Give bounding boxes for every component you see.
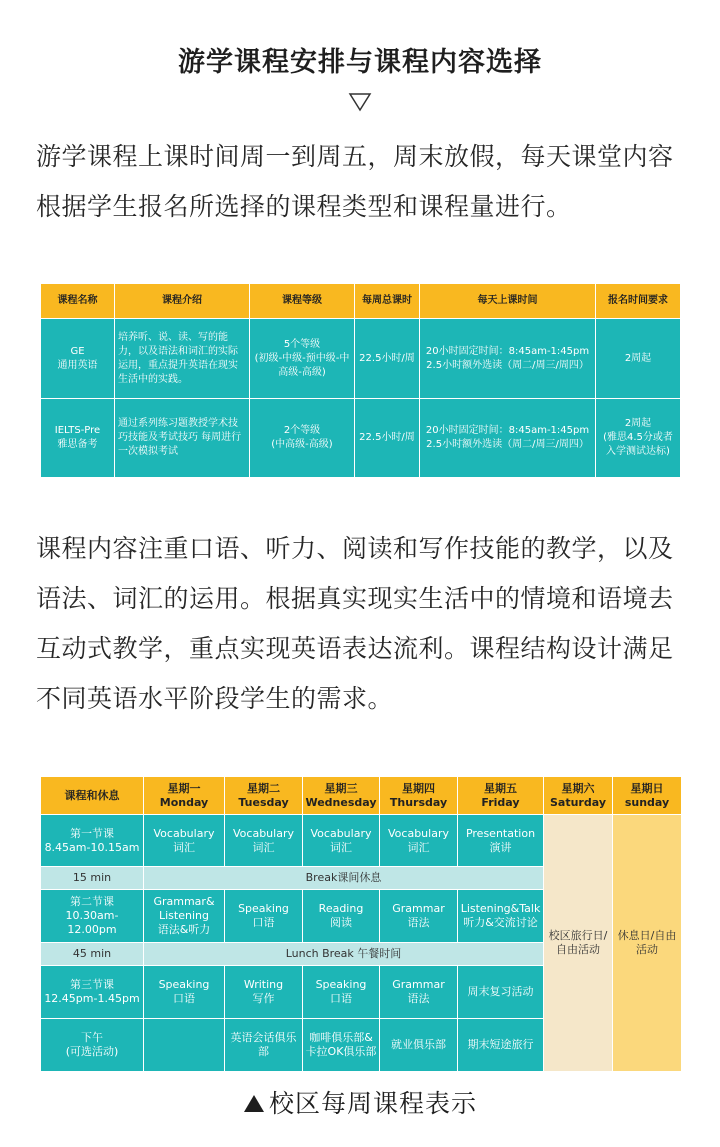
class-cell: 就业俱乐部 [380, 1019, 458, 1072]
class-en: Vocabulary [310, 826, 372, 840]
class-en: Grammar& Listening [153, 895, 215, 922]
class-cell: 英语会话俱乐部 [225, 1019, 303, 1072]
class-en: Presentation [465, 826, 536, 840]
course-time [420, 319, 596, 399]
day-cn: 星期三 [324, 781, 358, 795]
sunday-cell: 休息日/自由活动 [613, 815, 682, 1072]
course-intro: 培养听、说、读、写的能力，以及语法和词汇的实际运用，重点提升英语在现实生活中的实践。 [115, 319, 250, 399]
day-cn: 星期六 [561, 781, 595, 795]
class-cn: 口语 [252, 916, 275, 929]
break-duration: 15 min [41, 867, 144, 890]
course-table-header [41, 284, 681, 319]
period-label [41, 1019, 144, 1072]
course-hours: 22.5小时/周 [355, 319, 420, 399]
level-count: 5个等级 [283, 338, 321, 350]
header-cell: 每天上课时间 [420, 284, 596, 319]
class-cn: 词汇 [173, 840, 195, 854]
class-cn: 写作 [252, 992, 275, 1005]
header-cell: 每周总课时 [355, 284, 420, 319]
saturday-cell: 校区旅行日/自由活动 [544, 815, 613, 1072]
class-cell [380, 966, 458, 1019]
class-cell [458, 966, 544, 1019]
period-time: 8.45am-10.15am [44, 840, 140, 854]
class-en: Grammar [392, 902, 445, 915]
period-row [41, 815, 682, 867]
level-detail: (初级-中级-预中级-中高级-高级) [254, 352, 350, 378]
course-table [40, 283, 681, 478]
table-row [41, 399, 681, 478]
fixed-time: 20小时固定时间：8:45am-1:45pm [425, 425, 590, 436]
class-en: Reading [318, 902, 364, 915]
day-header [303, 777, 380, 815]
class-cell [144, 890, 225, 943]
course-hours: 22.5小时/周 [355, 399, 420, 478]
class-cell [303, 815, 380, 867]
day-header [458, 777, 544, 815]
class-cn: 词汇 [252, 840, 275, 854]
caption-text: 校区每周课程表示 [268, 1089, 477, 1118]
break-label: Break课间休息 [144, 867, 544, 890]
period-name: 下午 [81, 1031, 103, 1044]
class-cn: 词汇 [330, 840, 352, 854]
schedule-table [40, 776, 682, 1072]
class-cell [380, 890, 458, 943]
table-row [41, 319, 681, 399]
day-cn: 星期四 [402, 781, 435, 795]
enroll-requirement [596, 399, 681, 478]
day-en: Friday [481, 795, 520, 809]
period-label [41, 890, 144, 943]
class-cell: 咖啡俱乐部&卡拉OK俱乐部 [303, 1019, 380, 1072]
day-header [380, 777, 458, 815]
class-en: Speaking [158, 978, 210, 991]
day-en: Tuesday [238, 795, 289, 809]
down-triangle-icon [348, 92, 372, 112]
page-title: 游学课程安排与课程内容选择 [178, 47, 542, 78]
up-triangle-icon [243, 1093, 265, 1113]
class-en: Writing [243, 978, 284, 991]
schedule-caption [0, 1084, 720, 1120]
class-cn: 演讲 [489, 840, 512, 854]
class-en: Vocabulary [153, 826, 215, 840]
day-header [613, 777, 682, 815]
break-duration: 45 min [41, 943, 144, 966]
day-cn: 星期一 [167, 781, 201, 795]
class-cell [225, 966, 303, 1019]
period-name: 第一节课 [70, 826, 114, 840]
class-cn: 口语 [330, 992, 352, 1005]
course-name-cn: 通用英语 [57, 359, 98, 371]
break-label: Lunch Break 午餐时间 [144, 943, 544, 966]
day-cn: 星期日 [630, 781, 664, 795]
enroll-note: (雅思4.5分或者入学测试达标) [603, 432, 673, 457]
header-cell: 课程名称 [41, 284, 115, 319]
class-cn: 听力&交流讨论 [463, 916, 538, 929]
header-cell: 课程等级 [250, 284, 355, 319]
course-name-en: GE [70, 345, 85, 357]
enroll-requirement [596, 319, 681, 399]
class-en: Listening&Talk [460, 902, 541, 915]
day-cn: 星期二 [247, 781, 280, 795]
header-cell: 报名时间要求 [596, 284, 681, 319]
course-time [420, 399, 596, 478]
course-name [41, 399, 115, 478]
course-intro: 通过系列练习题教授学术技巧技能及考试技巧 每周进行一次模拟考试 [115, 399, 250, 478]
content-paragraph: 课程内容注重口语、听力、阅读和写作技能的教学，以及语法、词汇的运用。根据真实现实生活中的情境和语境去互动式教学，重点实现英语表达流利。课程结构设计满足不同英语水平阶段学生的需求。 [36, 534, 674, 713]
fixed-time: 20小时固定时间：8:45am-1:45pm [425, 345, 590, 357]
period-label [41, 815, 144, 867]
class-cell [458, 890, 544, 943]
extra-time: 2.5小时额外选读（周二/周三/周四） [426, 359, 589, 371]
course-name [41, 319, 115, 399]
class-cell [144, 966, 225, 1019]
day-header [544, 777, 613, 815]
class-cell: 期末短途旅行 [458, 1019, 544, 1072]
period-time: 10.30am-12.00pm [65, 909, 119, 936]
day-en: Thursday [389, 795, 448, 809]
period-label [41, 966, 144, 1019]
period-time: 12.45pm-1.45pm [44, 992, 140, 1005]
class-cell [144, 815, 225, 867]
enroll-weeks: 2周起 [624, 352, 652, 364]
day-cn: 星期五 [484, 781, 517, 795]
course-level [250, 319, 355, 399]
class-cell [144, 1019, 225, 1072]
class-cn: 语法&听力 [157, 923, 211, 936]
level-detail: (中高级-高级) [271, 439, 333, 450]
class-en: 周末复习活动 [467, 985, 534, 998]
class-cn: 语法 [407, 916, 430, 929]
class-cn: 词汇 [407, 840, 430, 854]
period-time: (可选活动) [65, 1045, 119, 1058]
day-en: sunday [624, 795, 670, 809]
level-count: 2个等级 [283, 425, 321, 436]
day-en: Saturday [550, 795, 606, 809]
class-en: Speaking [315, 978, 367, 991]
class-en: Vocabulary [388, 826, 449, 840]
class-cell [303, 890, 380, 943]
corner-header: 课程和休息 [41, 777, 144, 815]
class-en: Speaking [238, 902, 289, 915]
schedule-header [41, 777, 682, 815]
day-header [225, 777, 303, 815]
course-name-en: IELTS-Pre [54, 425, 101, 436]
period-name: 第三节课 [70, 978, 114, 991]
period-name: 第二节课 [70, 895, 114, 908]
class-cell [458, 815, 544, 867]
course-name-cn: 雅思备考 [57, 439, 98, 450]
day-en: Wednesday [305, 795, 377, 809]
day-en: Monday [159, 795, 209, 809]
extra-time: 2.5小时额外选读（周二/周三/周四） [426, 439, 589, 450]
class-cell [225, 890, 303, 943]
class-en: Grammar [392, 978, 445, 991]
class-cn: 阅读 [330, 916, 352, 929]
header-cell: 课程介绍 [115, 284, 250, 319]
day-header [144, 777, 225, 815]
intro-paragraph: 游学课程上课时间周一到周五，周末放假，每天课堂内容根据学生报名所选择的课程类型和课程量进行。 [36, 142, 674, 221]
class-cell [225, 815, 303, 867]
class-cn: 口语 [173, 992, 195, 1005]
class-cn: 语法 [407, 992, 430, 1005]
enroll-weeks: 2周起 [624, 418, 652, 429]
course-level [250, 399, 355, 478]
class-en: Vocabulary [233, 826, 294, 840]
class-cell [303, 966, 380, 1019]
class-cell [380, 815, 458, 867]
